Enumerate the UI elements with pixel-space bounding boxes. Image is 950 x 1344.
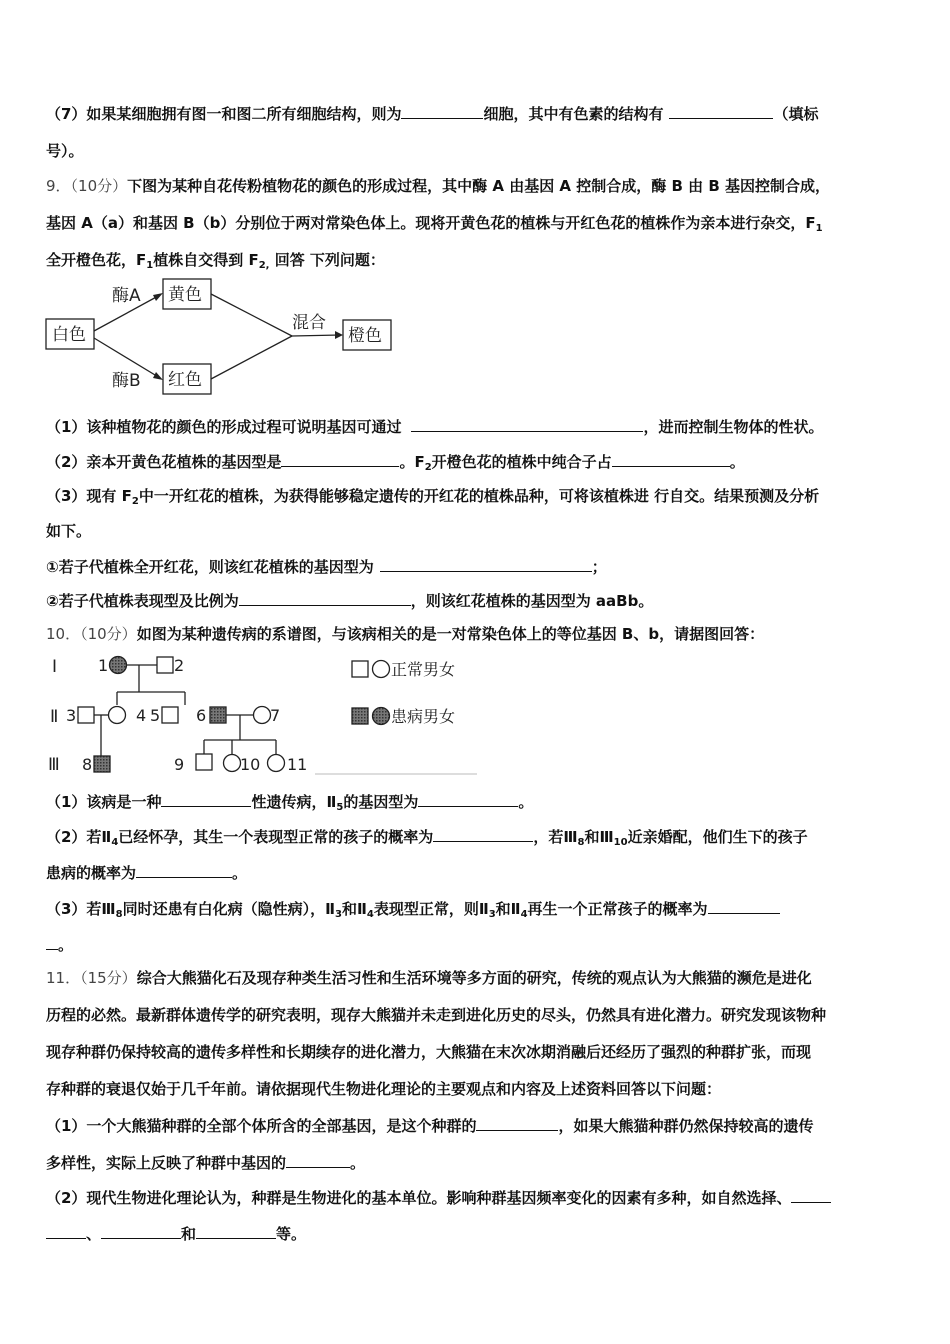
blank <box>612 451 730 467</box>
subscript: 3 <box>488 909 496 920</box>
q10-s2 <box>46 826 808 847</box>
q11-text: 历程的必然。最新群体遗传学的研究表明，现存大熊猫并未走到进化历史的尽头，仍然具有进化潜力。研究发现该物种 <box>46 1006 827 1024</box>
q9-text: （1）该种植物花的颜色的形成过程可说明基因可通过 <box>46 418 402 436</box>
question-score: （10分） <box>70 177 128 195</box>
q9-s3-cont <box>46 521 91 541</box>
individual-11-normal-female <box>268 755 285 772</box>
blank <box>380 556 592 572</box>
blank <box>791 1187 831 1203</box>
question-number: 10． <box>46 625 81 643</box>
individual-2-normal-male <box>157 657 173 673</box>
q11-line-1 <box>46 968 812 988</box>
q10-text: 的基因型为 <box>343 793 419 811</box>
individual-7-normal-female <box>254 707 271 724</box>
subscript: 5 <box>336 802 344 813</box>
blank <box>418 791 518 807</box>
white-label: 白色 <box>52 325 86 345</box>
q10-s1 <box>46 791 533 812</box>
subscript: 1 <box>146 260 154 271</box>
q9-line-1 <box>46 176 830 196</box>
q11-s1-cont <box>46 1152 365 1173</box>
blank <box>46 1223 86 1239</box>
q11-line-4 <box>46 1079 721 1099</box>
q9-s2 <box>46 451 745 472</box>
q11-text: ，如果大熊猫种群仍然保持较高的遗传 <box>558 1117 814 1135</box>
generation-2-label: Ⅱ <box>50 707 59 727</box>
q11-text: 现存种群仍保持较高的遗传多样性和长期续存的进化潜力，大熊猫在末次冰期消融后还经历了强烈的种群扩张，而现 <box>46 1043 812 1061</box>
subscript: 2, <box>258 260 270 271</box>
arrow-merge-orange <box>292 335 340 336</box>
q10-text: 。 <box>58 936 74 954</box>
individual-6-affected-male <box>210 707 226 723</box>
q9-text: ，则该红花植株的基因型为 aaBb。 <box>410 592 654 610</box>
q11-text: （2）现代生物进化理论认为，种群是生物进化的基本单位。影响种群基因频率变化的因素有多种，如自然选择、 <box>46 1189 792 1207</box>
question-number: 11． <box>46 969 81 987</box>
pedigree-chart <box>40 648 490 778</box>
line-yellow-merge <box>211 294 292 336</box>
blank <box>161 791 251 807</box>
blank <box>476 1115 558 1131</box>
q9-text: ①若子代植株全开红花，则该红花植株的基因型为 <box>46 558 374 576</box>
q9-text: 开橙色花的植株中纯合子占 <box>431 453 612 471</box>
q10-text: 和Ⅲ <box>584 828 614 846</box>
orange-label: 橙色 <box>348 326 382 346</box>
subscript: 8 <box>115 909 123 920</box>
subscript: 4 <box>111 837 119 848</box>
q9-text: （3）现有 F <box>46 487 132 505</box>
q9-s1 <box>46 416 823 437</box>
subscript: 2 <box>131 496 139 507</box>
blank <box>411 416 643 432</box>
q9-line-3 <box>46 250 385 270</box>
q9-text: ，进而控制生物体的性状。 <box>643 418 824 436</box>
q10-s3-cont <box>46 934 73 955</box>
generation-1-label: Ⅰ <box>52 657 58 677</box>
individual-10-normal-female <box>224 755 241 772</box>
q11-s2 <box>46 1187 831 1208</box>
q7-text: 号）。 <box>46 142 84 160</box>
blank <box>708 898 780 914</box>
legend-normal-male-symbol <box>352 661 368 677</box>
subscript: 2 <box>424 462 432 473</box>
q10-text: 同时还患有白化病（隐性病），Ⅱ <box>122 900 335 918</box>
blank <box>433 826 533 842</box>
flower-color-diagram <box>40 276 420 401</box>
individual-8-affected-male <box>94 756 110 772</box>
blank <box>196 1223 276 1239</box>
individual-11-number: 11 <box>287 755 308 774</box>
individual-5-number: 5 <box>150 706 161 725</box>
blank <box>286 1152 350 1168</box>
q9-text: 。 <box>729 453 745 471</box>
q11-s2-cont <box>46 1223 306 1244</box>
q7-text: （7）如果某细胞拥有图一和图二所有细胞结构，则为 <box>46 105 402 123</box>
q10-text: 性遗传病，Ⅱ <box>251 793 337 811</box>
line-red-merge <box>211 336 292 379</box>
q10-text: 已经怀孕，其生一个表现型正常的孩子的概率为 <box>118 828 434 846</box>
q10-text: （3）若Ⅲ <box>46 900 116 918</box>
q10-text: （2）若Ⅱ <box>46 828 112 846</box>
q11-line-2 <box>46 1005 826 1025</box>
q11-text: 综合大熊猫化石及现存种类生活习性和生活环境等多方面的研究，传统的观点认为大熊猫的濒危是进化 <box>136 969 812 987</box>
individual-6-number: 6 <box>196 706 207 725</box>
q11-line-3 <box>46 1042 811 1062</box>
q11-text: 存种群的衰退仅始于几千年前。请依据现代生物进化理论的主要观点和内容及上述资料回答以下问题： <box>46 1080 722 1098</box>
subscript: 3 <box>334 909 342 920</box>
question-score: （10分） <box>80 625 137 643</box>
blank <box>46 934 58 950</box>
q11-text: （1）一个大熊猫种群的全部个体所含的全部基因，是这个种群的 <box>46 1117 477 1135</box>
q7-text: （填标 <box>773 105 819 123</box>
q10-text: （1）该病是一种 <box>46 793 162 811</box>
q11-text: 和 <box>181 1225 197 1243</box>
q10-intro: 如图为某种遗传病的系谱图，与该病相关的是一对常染色体上的等位基因 B、b，请据图回答： <box>136 625 765 643</box>
q9-r1 <box>46 556 607 577</box>
q10-text: 再生一个正常孩子的概率为 <box>527 900 708 918</box>
individual-10-number: 10 <box>240 755 261 774</box>
blank <box>669 103 773 119</box>
q9-text: 如下。 <box>46 522 92 540</box>
legend-affected-female-symbol <box>373 708 390 725</box>
q9-intro: 全开橙色花，F <box>46 251 147 269</box>
legend-affected-male-symbol <box>352 708 368 724</box>
red-label: 红色 <box>168 370 202 390</box>
blank <box>401 103 483 119</box>
q9-s3 <box>46 486 819 506</box>
blank <box>281 451 399 467</box>
mix-label: 混合 <box>292 313 326 333</box>
q9-r2 <box>46 590 653 611</box>
q11-text: 、 <box>86 1225 102 1243</box>
subscript: 8 <box>577 837 585 848</box>
q9-line-2 <box>46 213 823 233</box>
blank <box>101 1223 181 1239</box>
individual-2-number: 2 <box>174 656 185 675</box>
q10-line-1 <box>46 624 764 644</box>
q10-text: 和Ⅱ <box>341 900 367 918</box>
q9-text: 。F <box>399 453 425 471</box>
q11-text: 多样性，实际上反映了种群中基因的 <box>46 1154 287 1172</box>
q10-s2-cont <box>46 862 247 883</box>
q9-intro: 下图为某种自花传粉植物花的颜色的形成过程，其中酶 A 由基因 A 控制合成，酶 B 由 B 基因控制合成， <box>127 177 831 195</box>
individual-4-number: 4 <box>136 706 147 725</box>
q9-text: （2）亲本开黄色花植株的基因型是 <box>46 453 282 471</box>
individual-1-number: 1 <box>98 656 109 675</box>
legend-normal-female-symbol <box>373 661 390 678</box>
enzyme-b-label: 酶B <box>112 371 141 391</box>
question-number: 9． <box>46 177 71 195</box>
individual-9-number: 9 <box>174 755 185 774</box>
q11-s1 <box>46 1115 813 1136</box>
q9-text: ②若子代植株表现型及比例为 <box>46 592 239 610</box>
q7-line-1 <box>46 103 818 124</box>
individual-3-number: 3 <box>66 706 77 725</box>
subscript: 4 <box>366 909 374 920</box>
q10-text: 近亲婚配，他们生下的孩子 <box>627 828 808 846</box>
q10-s3 <box>46 898 780 919</box>
q11-text: 等。 <box>276 1225 307 1243</box>
q7-text: 细胞，其中有色素的结构有 <box>483 105 664 123</box>
q9-text: 中一开红花的植株，为获得能够稳定遗传的开红花的植株品种，可将该植株进 行自交。结果预测及分析 <box>138 487 820 505</box>
individual-9-normal-male <box>196 754 212 770</box>
q10-text: 患病的概率为 <box>46 864 137 882</box>
q7-line-2 <box>46 141 84 161</box>
question-score: （15分） <box>80 969 137 987</box>
subscript: 4 <box>520 909 528 920</box>
q10-text: 。 <box>518 793 534 811</box>
q9-intro: 植株自交得到 F <box>153 251 259 269</box>
q10-text: 表现型正常，则Ⅱ <box>373 900 489 918</box>
individual-5-normal-male <box>162 707 178 723</box>
individual-1-affected-female <box>110 657 127 674</box>
q11-text: 。 <box>350 1154 366 1172</box>
subscript: 1 <box>815 223 823 234</box>
individual-8-number: 8 <box>82 755 93 774</box>
q9-intro: 基因 A（a）和基因 B（b）分别位于两对常染色体上。现将开黄色花的植株与开红色花的植株作为亲本进行杂交，F <box>46 214 816 232</box>
blank <box>136 862 232 878</box>
legend-affected-label: 患病男女 <box>391 707 456 726</box>
yellow-label: 黄色 <box>168 285 202 305</box>
individual-4-normal-female <box>109 707 126 724</box>
generation-3-label: Ⅲ <box>48 755 60 775</box>
subscript: 10 <box>613 837 628 848</box>
q9-intro: 回答 下列问题： <box>269 251 385 269</box>
q9-text: ； <box>591 558 607 576</box>
enzyme-a-label: 酶A <box>112 286 141 306</box>
q10-text: 和Ⅱ <box>495 900 521 918</box>
blank <box>239 590 411 606</box>
q10-text: 。 <box>232 864 248 882</box>
q10-text: ，若Ⅲ <box>533 828 578 846</box>
legend-normal-label: 正常男女 <box>391 660 456 679</box>
individual-3-normal-male <box>78 707 94 723</box>
individual-7-number: 7 <box>270 706 281 725</box>
